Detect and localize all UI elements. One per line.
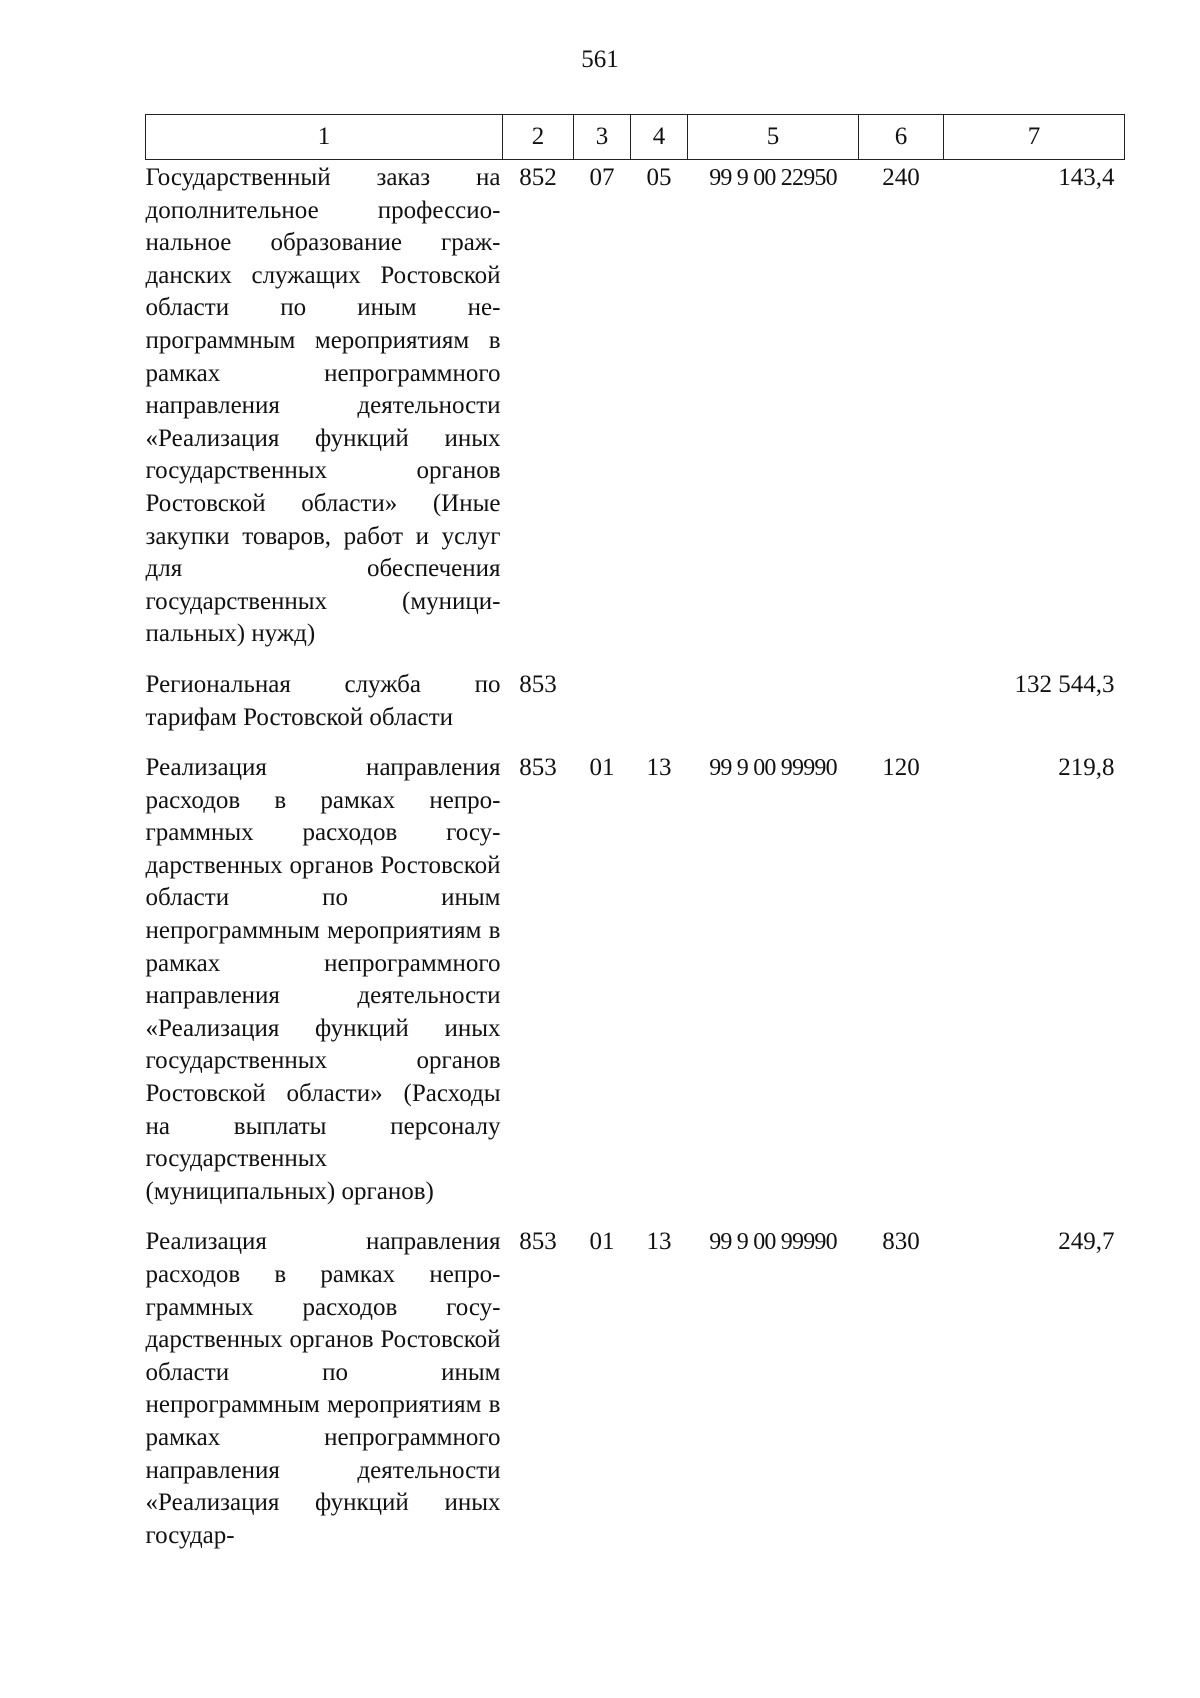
table-row: [146, 662, 1125, 745]
row-col-5: 99 9 00 99990: [709, 1229, 837, 1256]
budget-table: [145, 114, 1125, 1563]
header-row: [146, 115, 1125, 160]
row-name-cell: [146, 1219, 503, 1563]
row-col-2: 853: [519, 1228, 557, 1256]
row-name-cell: [146, 160, 503, 662]
row-col-2: 853: [519, 754, 557, 782]
row-name: Реализация направления расходов в рамках непрограммных расходов государственных органов Ростовской области по иным непрограммным мероприятиям в рамках непрограммного направления деятельности «Реализация функций иных государ-: [145, 1228, 501, 1549]
row-col-3: 01: [589, 1228, 615, 1256]
row-col-7: 249,7: [1058, 1228, 1115, 1256]
row-col-7: 143,4: [1058, 164, 1115, 191]
header-col-1: 1: [146, 115, 503, 160]
table-row: [146, 745, 1125, 1219]
row-col-4: 13: [646, 754, 672, 782]
row-col-6: 240: [882, 164, 920, 191]
row-name: Региональная служба по тарифам Ростовской области: [145, 670, 501, 731]
header-col-3: 3: [574, 115, 631, 160]
header-col-5: 5: [688, 115, 859, 160]
row-name: Реализация направления расходов в рамках непрограммных расходов государственных органов Ростовской области по иным непрограммным мероприятиям в рамках непрограммного направления деятельности «Реализация функций иных государственных органов Ростовской области» (Расходы на выплаты персоналу государственных (муниципальных) органов): [145, 754, 501, 1205]
row-name: Государственный заказ на дополнительное профессиональное образование гражданских служащих Ростовской области по иным непрограммным мероприятиям в рамках непрограммного направления деятельности «Реализация функций иных государственных органов Ростовской области» (Иные закупки товаров, работ и услуг для обеспечения государственных (муниципальных) нужд): [145, 164, 501, 648]
header-col-7: 7: [944, 115, 1125, 160]
header-col-6: 6: [859, 115, 944, 160]
row-col-4: 05: [646, 164, 672, 191]
row-col-2: 852: [519, 164, 557, 191]
row-col-3: [574, 662, 631, 745]
row-col-6: [859, 662, 944, 745]
row-col-4: 13: [646, 1228, 672, 1256]
row-col-6: 830: [882, 1228, 920, 1256]
row-col-5: [688, 662, 859, 745]
row-name-cell: [146, 745, 503, 1219]
row-col-5: 99 9 00 99990: [709, 755, 837, 782]
header-col-4: 4: [631, 115, 688, 160]
header-col-2: 2: [503, 115, 574, 160]
row-col-4: [631, 662, 688, 745]
row-col-2: 853: [519, 670, 557, 698]
row-col-6: 120: [882, 754, 920, 782]
row-col-7: 132 544,3: [1014, 670, 1115, 698]
page-number: 561: [581, 46, 619, 73]
row-col-3: 01: [589, 754, 615, 782]
row-col-7: 219,8: [1058, 754, 1115, 782]
table-row: [146, 1219, 1125, 1563]
row-col-3: 07: [589, 164, 615, 191]
row-name-cell: [146, 662, 503, 745]
table-row: [146, 160, 1125, 662]
row-col-5: 99 9 00 22950: [709, 165, 837, 191]
